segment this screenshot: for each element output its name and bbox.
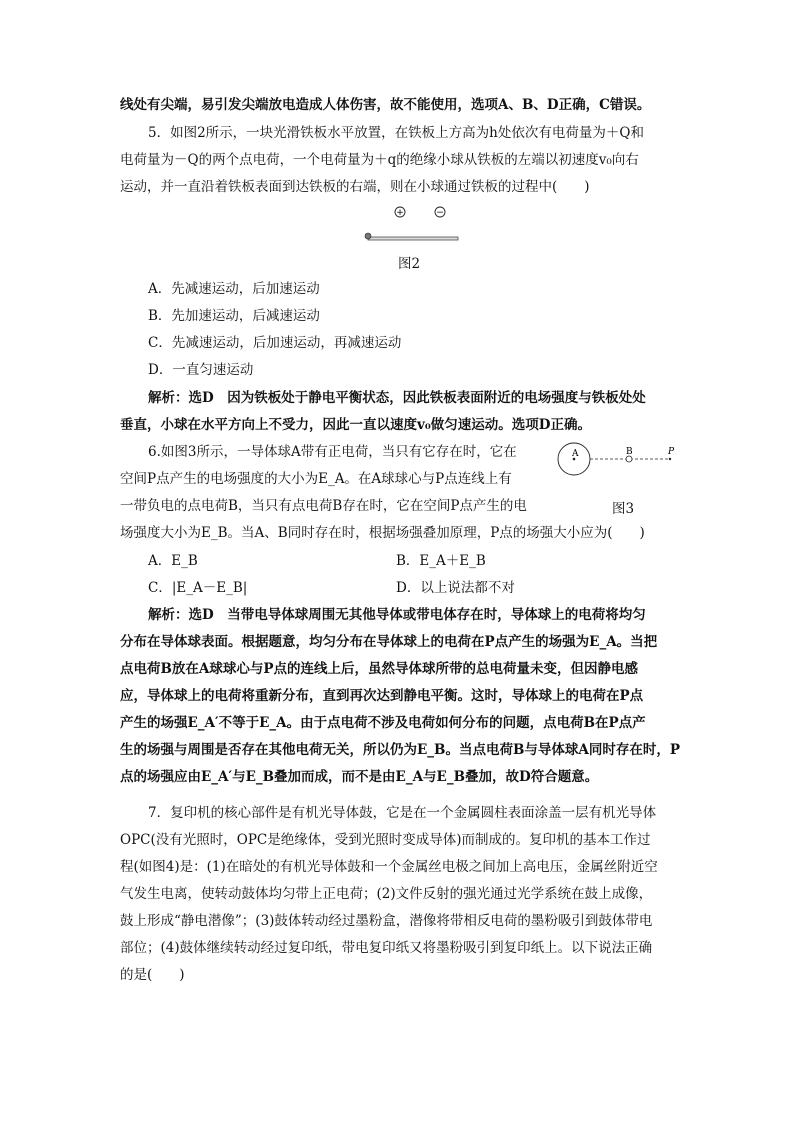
- question-5-line: 运动，并一直沿着铁板表面到达铁板的右端，则在小球通过铁板的过程中( ): [120, 179, 590, 195]
- question-5-line: 电荷量为－Q的两个点电荷，一个电荷量为＋q的绝缘小球从铁板的左端以初速度v₀向右: [120, 152, 639, 168]
- question-7-line: 7．复印机的核心部件是有机光导体鼓，它是在一个金属圆柱表面涂盖一层有机光导体: [148, 805, 657, 821]
- option-a: A．先减速运动，后加速运动: [148, 281, 320, 297]
- option-a: A．E_B: [148, 553, 198, 569]
- label-p: P: [668, 447, 675, 457]
- figure-3-label: 图3: [612, 501, 635, 517]
- answer-line: 点电荷B放在A球球心与P点的连线上后，虽然导体球所带的总电荷量未变，但因静电感: [120, 661, 639, 677]
- text-line: 线处有尖端，易引发尖端放电造成人体伤害，故不能使用，选项A、B、D正确，C错误。: [120, 97, 651, 113]
- point-p: [669, 458, 671, 460]
- question-7-line: 程(如图4)是：(1)在暗处的有机光导体鼓和一个金属丝电极之间加上高电压，金属丝附近空: [120, 859, 658, 875]
- question-6-line: 6.如图3所示，一导体球A带有正电荷，当只有它存在时，它在: [148, 444, 517, 460]
- minus-sign: −: [436, 208, 444, 218]
- answer-line: 解析：选D 因为铁板处于静电平衡状态，因此铁板表面附近的电场强度与铁板处处: [148, 390, 646, 406]
- question-6-line: 空间P点产生的电场强度的大小为E_A。在A球球心与P点连线上有: [120, 471, 512, 487]
- figure-3: [552, 442, 682, 476]
- question-7-line: OPC(没有光照时，OPC是绝缘体，受到光照时变成导体)而制成的。复印机的基本工作过: [120, 832, 651, 848]
- figure-2-label: 图2: [398, 256, 421, 272]
- question-7-line: 气发生电离，使转动鼓体均匀带上正电荷；(2)文件反射的强光通过光学系统在鼓上成像，: [120, 886, 653, 902]
- answer-line: 产生的场强E_A′不等于E_A。由于点电荷不涉及电荷如何分布的问题，点电荷B在P点产: [120, 715, 646, 731]
- answer-line: 垂直，小球在水平方向上不受力，因此一直以速度v₀做匀速运动。选项D正确。: [120, 417, 591, 433]
- question-6-line: 一带负电的点电荷B，当只有点电荷B存在时，它在空间P点产生的电: [120, 498, 527, 514]
- option-c: C．先减速运动，后加速运动，再减速运动: [148, 335, 402, 351]
- question-7-line: 部位；(4)鼓体继续转动经过复印纸，带电复印纸又将墨粉吸引到复印纸上。以下说法正确: [120, 940, 653, 956]
- plus-sign: +: [396, 208, 404, 218]
- option-c: C．|E_A－E_B|: [148, 580, 248, 596]
- answer-line: 解析：选D 当带电导体球周围无其他导体或带电体存在时，导体球上的电荷将均匀: [148, 607, 646, 623]
- question-6-line: 场强度大小为E_B。当A、B同时存在时，根据场强叠加原理，P点的场强大小应为( ): [120, 525, 645, 541]
- option-b: B．先加速运动，后减速运动: [148, 308, 320, 324]
- label-b: B: [626, 447, 633, 457]
- ball-icon: [365, 233, 371, 239]
- answer-line: 点的场强应由E_A′与E_B叠加而成，而不是由E_A与E_B叠加，故D符合题意。: [120, 769, 599, 785]
- option-d: D．一直匀速运动: [148, 362, 254, 378]
- answer-line: 分布在导体球表面。根据题意，均匀分布在导体球上的电荷在P点产生的场强为E_A。当把: [120, 634, 658, 650]
- question-7-line: 的是( ): [120, 967, 185, 983]
- label-a: A: [572, 449, 579, 459]
- question-7-line: 鼓上形成“静电潜像”；(3)鼓体转动经过墨粉盒，潜像将带相反电荷的墨粉吸引到鼓体带电: [120, 913, 653, 929]
- answer-line: 应，导体球上的电荷将重新分布，直到再次达到静电平衡。这时，导体球上的电荷在P点: [120, 688, 644, 704]
- answer-line: 生的场强与周围是否存在其他电荷无关，所以仍为E_B。当点电荷B与导体球A同时存在时，P: [120, 742, 680, 758]
- question-5-line: 5．如图2所示，一块光滑铁板水平放置，在铁板上方高为h处依次有电荷量为＋Q和: [148, 125, 644, 141]
- option-d: D．以上说法都不对: [396, 580, 515, 596]
- option-b: B．E_A＋E_B: [396, 553, 486, 569]
- figure-2: [360, 204, 460, 244]
- iron-plate: [368, 237, 458, 240]
